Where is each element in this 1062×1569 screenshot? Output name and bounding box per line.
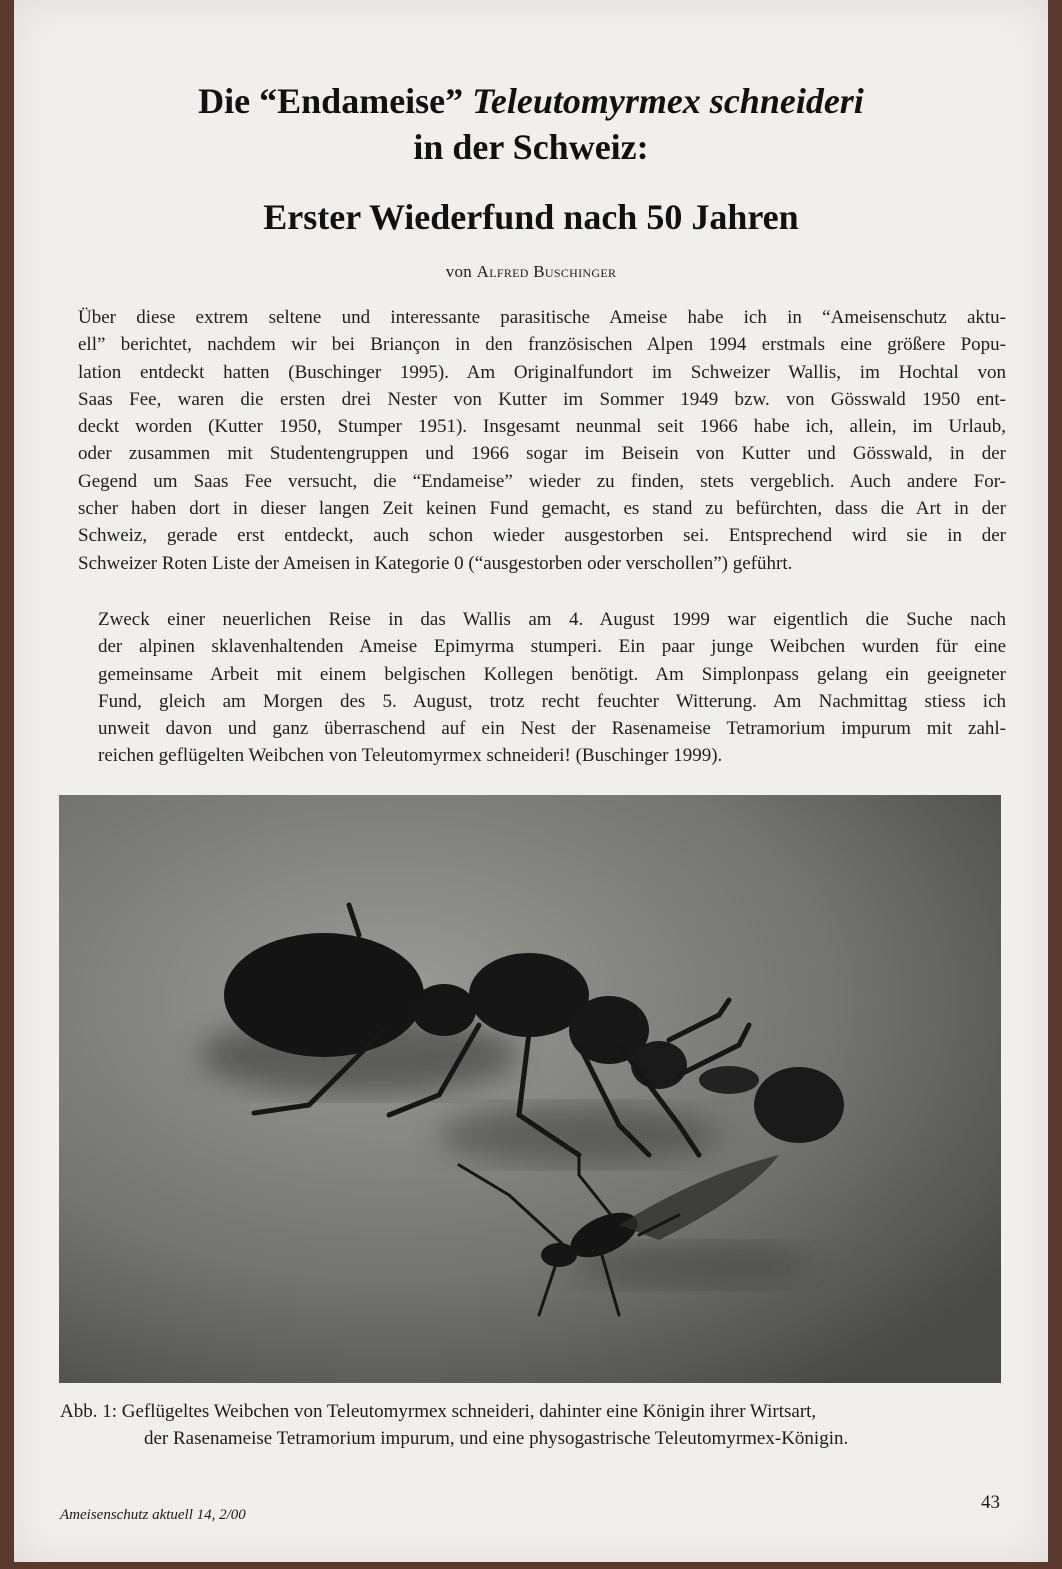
- text-line: Schweizer Roten Liste der Ameisen in Kategorie 0 (“ausgestorben oder verschollen”) geführt.: [78, 552, 793, 574]
- text-line: reichen geflügelten Weibchen von Teleutomyrmex schneideri! (Buschinger 1999).: [98, 745, 723, 767]
- text-line: Schweiz, gerade erst entdeckt, auch schon wieder ausgestorben sei. Entsprechend wird sie in der: [78, 525, 1006, 547]
- text-line: gemeinsame Arbeit mit einem belgischen Kollegen benötigt. Am Simplonpass gelang ein geeigneter: [98, 663, 1006, 685]
- title-species: Teleutomyrmex schneideri: [472, 81, 864, 121]
- article-subtitle: Erster Wiederfund nach 50 Jahren: [263, 197, 799, 237]
- text-line: Über diese extrem seltene und interessante parasitische Ameise habe ich in “Ameisenschutz aktu-: [78, 307, 1006, 328]
- byline: [14, 262, 1048, 282]
- caption-line-2: der Rasenameise Tetramorium impurum, und eine physogastrische Teleutomyrmex-Königin.: [144, 1428, 849, 1449]
- text-line: deckt worden (Kutter 1950, Stumper 1951). Insgesamt neunmal seit 1966 habe ich, allein, im Urlaub,: [78, 416, 1006, 438]
- figure-caption: [60, 1398, 1020, 1452]
- title-line-2: in der Schweiz:: [413, 127, 649, 167]
- author-name: Alfred Buschinger: [476, 262, 617, 281]
- text-line: Gegend um Saas Fee versucht, die “Endameise” wieder zu finden, stets vergeblich. Auch andere For-: [78, 470, 1006, 492]
- journal-page: [14, 0, 1048, 1562]
- paragraph-2: [60, 606, 1006, 770]
- text-line: der alpinen sklavenhaltenden Ameise Epimyrma stumperi. Ein paar junge Weibchen wurden für eine: [98, 636, 1006, 658]
- text-line: scher haben dort in dieser langen Zeit keinen Fund gemacht, es stand zu befürchten, dass die Art in der: [78, 498, 1006, 520]
- text-line: Zweck einer neuerlichen Reise in das Wallis am 4. August 1999 war eigentlich die Suche nach: [98, 609, 1006, 630]
- caption-label: Abb. 1:: [60, 1401, 117, 1422]
- byline-prefix: von: [445, 262, 473, 281]
- paragraph-1: [60, 304, 1006, 577]
- text-line: lation entdeckt hatten (Buschinger 1995). Am Originalfundort im Schweizer Wallis, im Hochtal von: [78, 361, 1006, 383]
- text-line: Fund, gleich am Morgen des 5. August, trotz recht feuchter Witterung. Am Nachmittag stiess ich: [98, 690, 1006, 712]
- text-line: unweit davon und ganz überraschend auf ein Nest der Rasenameise Tetramorium impurum mit zahl-: [98, 718, 1006, 740]
- text-line: Saas Fee, waren die ersten drei Nester von Kutter im Sommer 1949 bzw. von Gösswald 1950 ent-: [78, 388, 1006, 410]
- title-line-1: [14, 78, 1048, 124]
- article-title: [14, 78, 1048, 170]
- caption-line-1: Geflügeltes Weibchen von Teleutomyrmex schneideri, dahinter eine Königin ihrer Wirtsart,: [121, 1401, 817, 1422]
- title-part1: Die “Endameise”: [198, 81, 464, 121]
- ant-photograph: [59, 795, 1001, 1383]
- text-line: oder zusammen mit Studentengruppen und 1966 sogar im Beisein von Kutter und Gösswald, in der: [78, 443, 1006, 465]
- page-number: 43: [981, 1492, 1000, 1513]
- text-line: ell” berichtet, nachdem wir bei Briançon in den französischen Alpen 1994 erstmals eine größere Popu-: [78, 334, 1006, 356]
- ant-illustration: [59, 795, 1001, 1383]
- journal-reference: Ameisenschutz aktuell 14, 2/00: [60, 1507, 246, 1523]
